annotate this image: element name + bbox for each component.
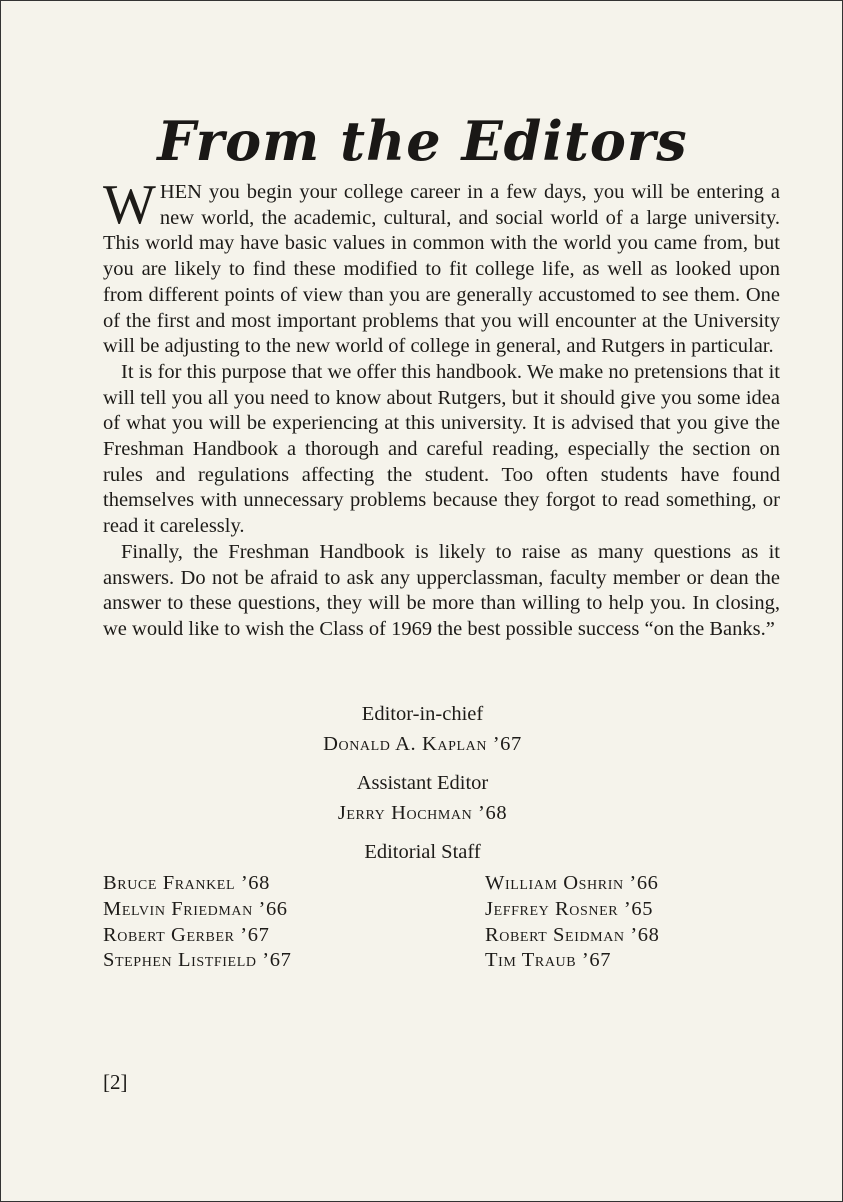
paragraph-3: Finally, the Freshman Handbook is likely to raise as many questions as it answers. Do not be afraid to ask any upperclassman, faculty member or dean the answer to these questions, they will be more than willing to help you. In closing, we would like to wish the Class of 1969 the best possible success “on the Banks.”: [103, 540, 780, 640]
staff-member: Melvin Friedman ’66: [103, 897, 288, 920]
staff-member: Jeffrey Rosner ’65: [485, 897, 654, 920]
editorial-body: [103, 174, 780, 643]
staff-column-left: [103, 871, 291, 974]
staff-member: Stephen Listfield ’67: [103, 949, 292, 972]
editor-in-chief-label: Editor-in-chief: [361, 703, 484, 725]
staff-member: Bruce Frankel ’68: [103, 872, 270, 894]
staff-member: William Oshrin ’66: [485, 872, 659, 894]
page-number: [2]: [103, 1070, 128, 1094]
assistant-editor-name: Jerry Hochman ’68: [337, 802, 508, 824]
paragraph-1: [103, 174, 780, 360]
editor-in-chief-name: Donald A. Kaplan ’67: [323, 733, 522, 755]
staff-column-right: [485, 871, 660, 974]
staff-member: Robert Seidman ’68: [485, 923, 660, 946]
editorial-staff-label: Editorial Staff: [364, 841, 481, 863]
paragraph-2: It is for this purpose that we offer this handbook. We make no pretensions that it will tell you all you need to know about Rutgers, but it should give you some idea of what you will be experiencing at this university. It is advised that you give the Freshman Handbook a thorough and careful reading, especially the section on rules and regulations affecting the student. Too often students have found themselves with unnecessary problems because they forgot to read something, or read it carelessly.: [103, 360, 780, 538]
drop-cap: W: [103, 174, 156, 236]
page-title: From the Editors: [157, 109, 688, 173]
staff-member: Robert Gerber ’67: [103, 923, 270, 946]
assistant-editor-label: Assistant Editor: [356, 772, 489, 794]
staff-member: Tim Traub ’67: [485, 949, 612, 972]
paragraph-1-text: HEN you begin your college career in a few days, you will be entering a new world, the academic, cultural, and social world of a large university. This world may have basic values in common with the world you came from, but you are likely to find these modified to fit college life, as well as looked upon from different points of view than you are generally accustomed to see them. One of the first and most important problems that you will encounter at the University will be adjusting to the new world of college in general, and Rutgers in particular.: [103, 181, 780, 358]
